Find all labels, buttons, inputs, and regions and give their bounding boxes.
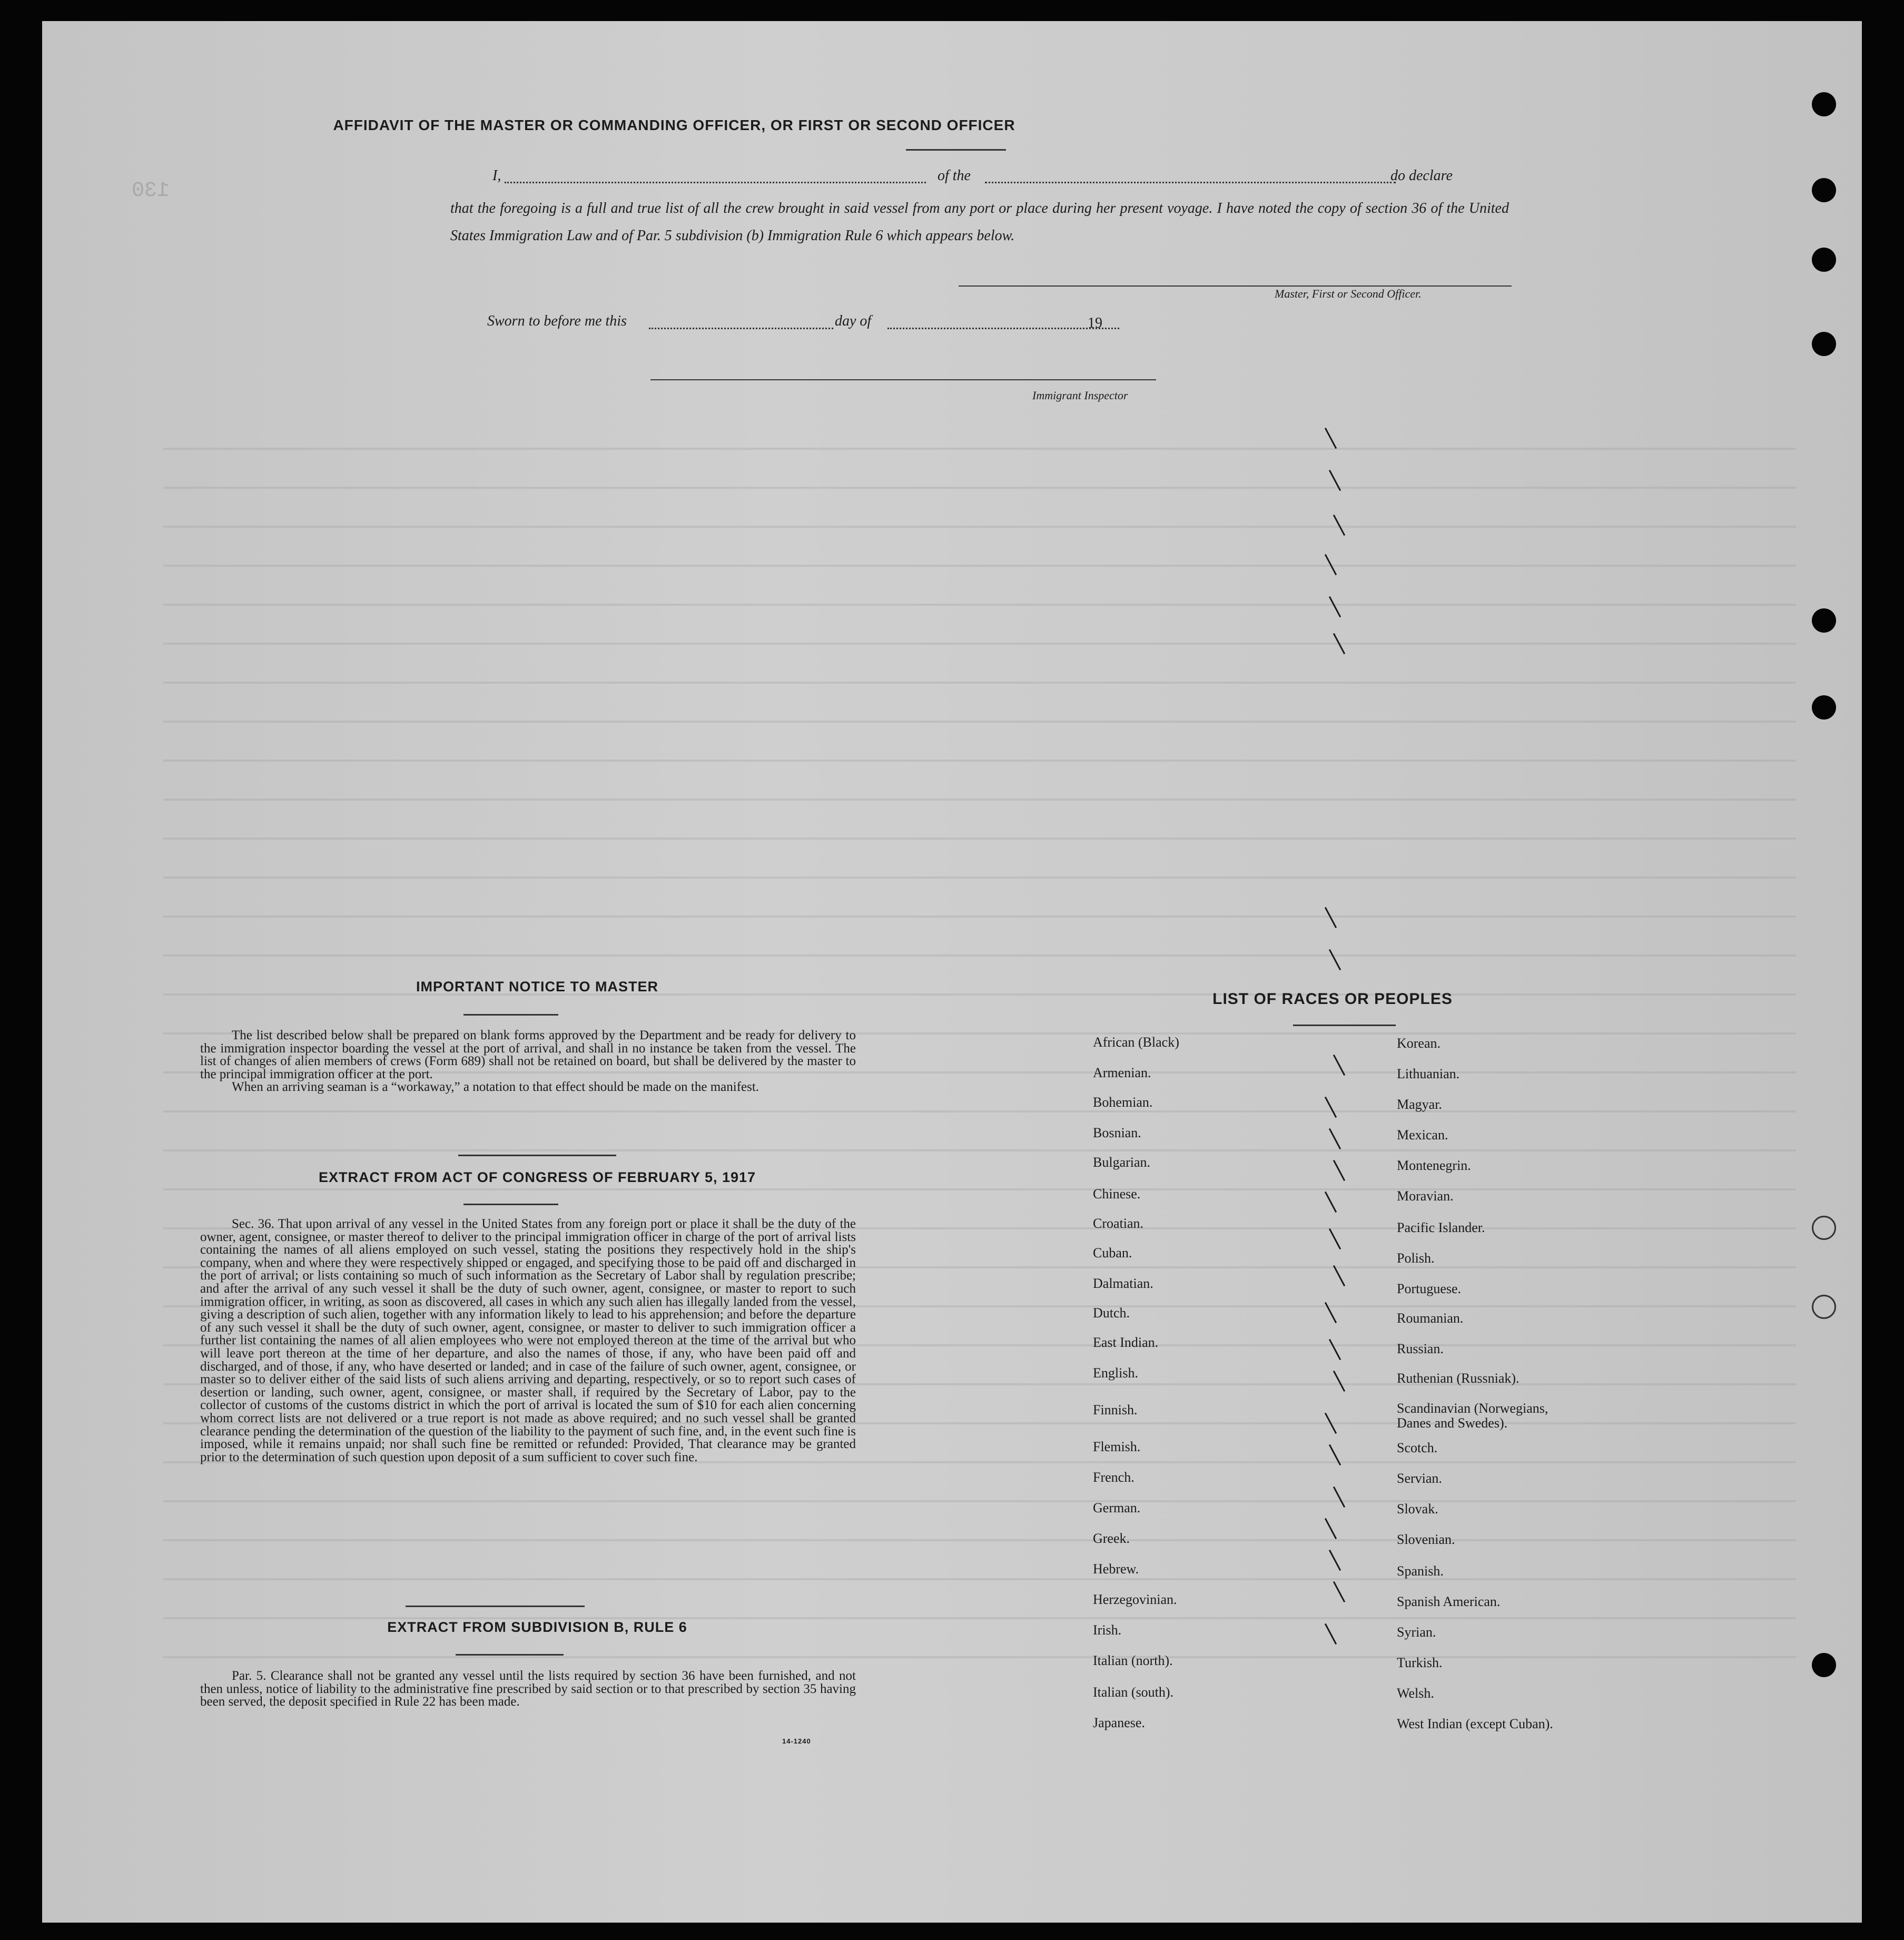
title-underline — [906, 149, 1006, 151]
affidavit-declare: do declare — [1390, 168, 1453, 184]
notice-underline — [463, 1014, 558, 1016]
race-item: Slovenian. — [1397, 1532, 1455, 1547]
binder-hole-icon — [1812, 92, 1836, 116]
race-item: English. — [1093, 1365, 1138, 1381]
act-underline — [463, 1204, 558, 1205]
sworn-day-label: day of — [835, 313, 872, 329]
notice-para-2: When an arriving seaman is a “workaway,” a notation to that effect should be made on the manifest. — [232, 1080, 759, 1095]
vessel-line[interactable] — [985, 182, 1396, 183]
race-item: Moravian. — [1397, 1188, 1454, 1204]
race-item: Flemish. — [1093, 1439, 1141, 1454]
notice-text — [200, 1029, 856, 1094]
binder-hole-icon — [1812, 695, 1836, 720]
race-item: Turkish. — [1397, 1655, 1443, 1670]
inspector-line[interactable] — [650, 379, 1156, 380]
act-para: Sec. 36. That upon arrival of any vessel in the United States from any foreign port or place it shall be the duty of the owner, agent, consignee, or master thereof to deliver to the principal immigration officer in charge of the port of arrival lists containing the names of all aliens employed on such vessel, stating the positions they respectively hold in the ship's company, when and where they were respectively shipped or engaged, and specifying those to be paid off and discharged in the port of arrival; or lists containing so much of such information as the Secretary of Labor shall by regulation prescribe; and after the arrival of any such vessel it shall be the duty of such owner, agent, consignee, or master to report to such immigration officer, in writing, as soon as discovered, all cases in which any such alien has illegally landed from the vessel, giving a description of such alien, together with any information likely to lead to his apprehension; and before the departure of any such vessel it shall be the duty of such owner, agent, consignee, or master to deliver to such immigration officer a further list containing the names of all alien employees who were not employed thereon at the time of the arrival but who will leave port thereon at the time of her departure, and also the names of those, if any, who have been paid off and discharged, and of those, if any, who have deserted or landed; and in case of the failure of such owner, agent, consignee, or master so to deliver either of the said lists of such aliens arriving and departing, respectively, or so to report such cases of desertion or landing, such owner, agent, consignee, or master shall, if required by the Secretary of Labor, pay to the collector of customs of the customs district in which the port of arrival is located the sum of $10 for each alien concerning whom correct lists are not delivered or a true report is not made as above required; and no such vessel shall be granted clearance pending the determination of the question of the liability to the payment of such fine, and, in the event such fine is imposed, while it remains unpaid; nor shall such fine be remitted or refunded: Provided, That clearance may be granted prior to the determination of such question upon deposit of a sum sufficient to cover such fine. — [200, 1217, 856, 1464]
affidavit-i: I, — [492, 168, 501, 184]
race-item: Chinese. — [1093, 1186, 1141, 1202]
race-item: Slovak. — [1397, 1501, 1438, 1516]
race-item: German. — [1093, 1500, 1141, 1515]
bleed-through-number: 130 — [132, 179, 170, 203]
binder-hole-icon — [1812, 1653, 1836, 1677]
act-title: EXTRACT FROM ACT OF CONGRESS OF FEBRUARY 5, 1917 — [318, 1169, 756, 1185]
binder-hole-icon — [1812, 332, 1836, 356]
rule-underline — [456, 1654, 564, 1656]
rule-title: EXTRACT FROM SUBDIVISION B, RULE 6 — [387, 1619, 687, 1635]
race-item: Syrian. — [1397, 1624, 1436, 1640]
binder-hole-icon — [1812, 608, 1836, 633]
race-item: Polish. — [1397, 1250, 1435, 1266]
rule-para: Par. 5. Clearance shall not be granted any vessel until the lists required by section 36 have been furnished, and not then unless, notice of liability to the administrative fine prescribed by said section or to that prescribed by section 35 having been served, the deposit specified in Rule 22 has been made. — [200, 1669, 856, 1709]
race-item: French. — [1093, 1470, 1134, 1485]
name-line[interactable] — [505, 182, 926, 183]
binder-hole-icon — [1812, 248, 1836, 272]
race-item: Bohemian. — [1093, 1095, 1153, 1110]
race-item: Roumanian. — [1397, 1311, 1464, 1326]
race-item: Portuguese. — [1397, 1281, 1462, 1296]
affidavit-title: AFFIDAVIT OF THE MASTER OR COMMANDING OFFICER, OR FIRST OR SECOND OFFICER — [333, 117, 1015, 133]
race-item: Italian (north). — [1093, 1653, 1173, 1668]
notice-title: IMPORTANT NOTICE TO MASTER — [416, 979, 658, 994]
race-item: East Indian. — [1093, 1335, 1159, 1350]
binder-hole-icon — [1812, 178, 1836, 202]
race-item: Irish. — [1093, 1622, 1122, 1638]
race-item: Scandinavian (Norwegians, Danes and Swedes). — [1397, 1401, 1548, 1431]
race-item: Cuban. — [1093, 1245, 1132, 1260]
form-number: 14-1240 — [782, 1737, 811, 1745]
sworn-month-line[interactable] — [887, 328, 1119, 329]
races-underline — [1293, 1025, 1396, 1026]
notice-para-1: The list described below shall be prepared on blank forms approved by the Department and be ready for delivery to the immigration inspector boarding the vessel at the port of arrival, and shall in no instance be taken from the vessel. The list of changes of alien members of crews (Form 689) shall not be retained on board, but shall be delivered by the master to the principal immigration officer at the port. — [200, 1028, 856, 1081]
race-item: Dutch. — [1093, 1305, 1130, 1321]
race-item: Lithuanian. — [1397, 1066, 1460, 1081]
race-item: Dalmatian. — [1093, 1276, 1153, 1291]
race-item: Spanish. — [1397, 1563, 1444, 1579]
race-item: Mexican. — [1397, 1127, 1448, 1143]
race-item: Scotch. — [1397, 1440, 1438, 1455]
race-item: Welsh. — [1397, 1686, 1434, 1701]
signer-caption: Master, First or Second Officer. — [1275, 287, 1422, 300]
binder-hole-icon — [1812, 1295, 1836, 1319]
document-sheet — [42, 21, 1862, 1923]
race-item: Pacific Islander. — [1397, 1220, 1485, 1235]
race-item: African (Black) — [1093, 1035, 1179, 1050]
race-item: Armenian. — [1093, 1065, 1151, 1080]
race-item: Italian (south). — [1093, 1685, 1174, 1700]
race-item: Korean. — [1397, 1036, 1441, 1051]
race-item: Ruthenian (Russniak). — [1397, 1371, 1520, 1386]
race-item: Croatian. — [1093, 1216, 1144, 1231]
act-rule — [406, 1606, 585, 1607]
race-item: Servian. — [1397, 1471, 1442, 1486]
race-item: Bulgarian. — [1093, 1155, 1151, 1170]
race-item: Greek. — [1093, 1531, 1130, 1546]
race-item: Spanish American. — [1397, 1594, 1501, 1609]
sworn-day-line[interactable] — [649, 328, 833, 329]
race-item: Magyar. — [1397, 1097, 1442, 1112]
race-item: Bosnian. — [1093, 1125, 1141, 1140]
rule-text — [200, 1670, 856, 1709]
inspector-caption: Immigrant Inspector — [1032, 389, 1128, 402]
race-item: Japanese. — [1093, 1715, 1145, 1730]
affidavit-of: of the — [938, 168, 971, 184]
race-item: Hebrew. — [1093, 1561, 1139, 1577]
affidavit-body: that the foregoing is a full and true list of all the crew brought in said vessel from any port or place during her present voyage. I have noted the copy of section 36 of the United States Immigration Law and of Par. 5 subdivision (b) Immigration Rule 6 which appears below. — [450, 200, 1509, 244]
act-text — [200, 1218, 856, 1464]
races-title: LIST OF RACES OR PEOPLES — [1212, 990, 1453, 1008]
sworn-prefix: Sworn to before me this — [487, 313, 627, 329]
binder-hole-icon — [1812, 1216, 1836, 1240]
signature-line[interactable] — [959, 285, 1512, 287]
sworn-year: 19 — [1088, 315, 1102, 331]
race-item: Montenegrin. — [1397, 1158, 1471, 1173]
notice-rule — [458, 1155, 616, 1156]
race-item: West Indian (except Cuban). — [1397, 1716, 1553, 1731]
race-item: Russian. — [1397, 1341, 1444, 1356]
race-item: Herzegovinian. — [1093, 1592, 1177, 1607]
race-item: Finnish. — [1093, 1402, 1138, 1417]
